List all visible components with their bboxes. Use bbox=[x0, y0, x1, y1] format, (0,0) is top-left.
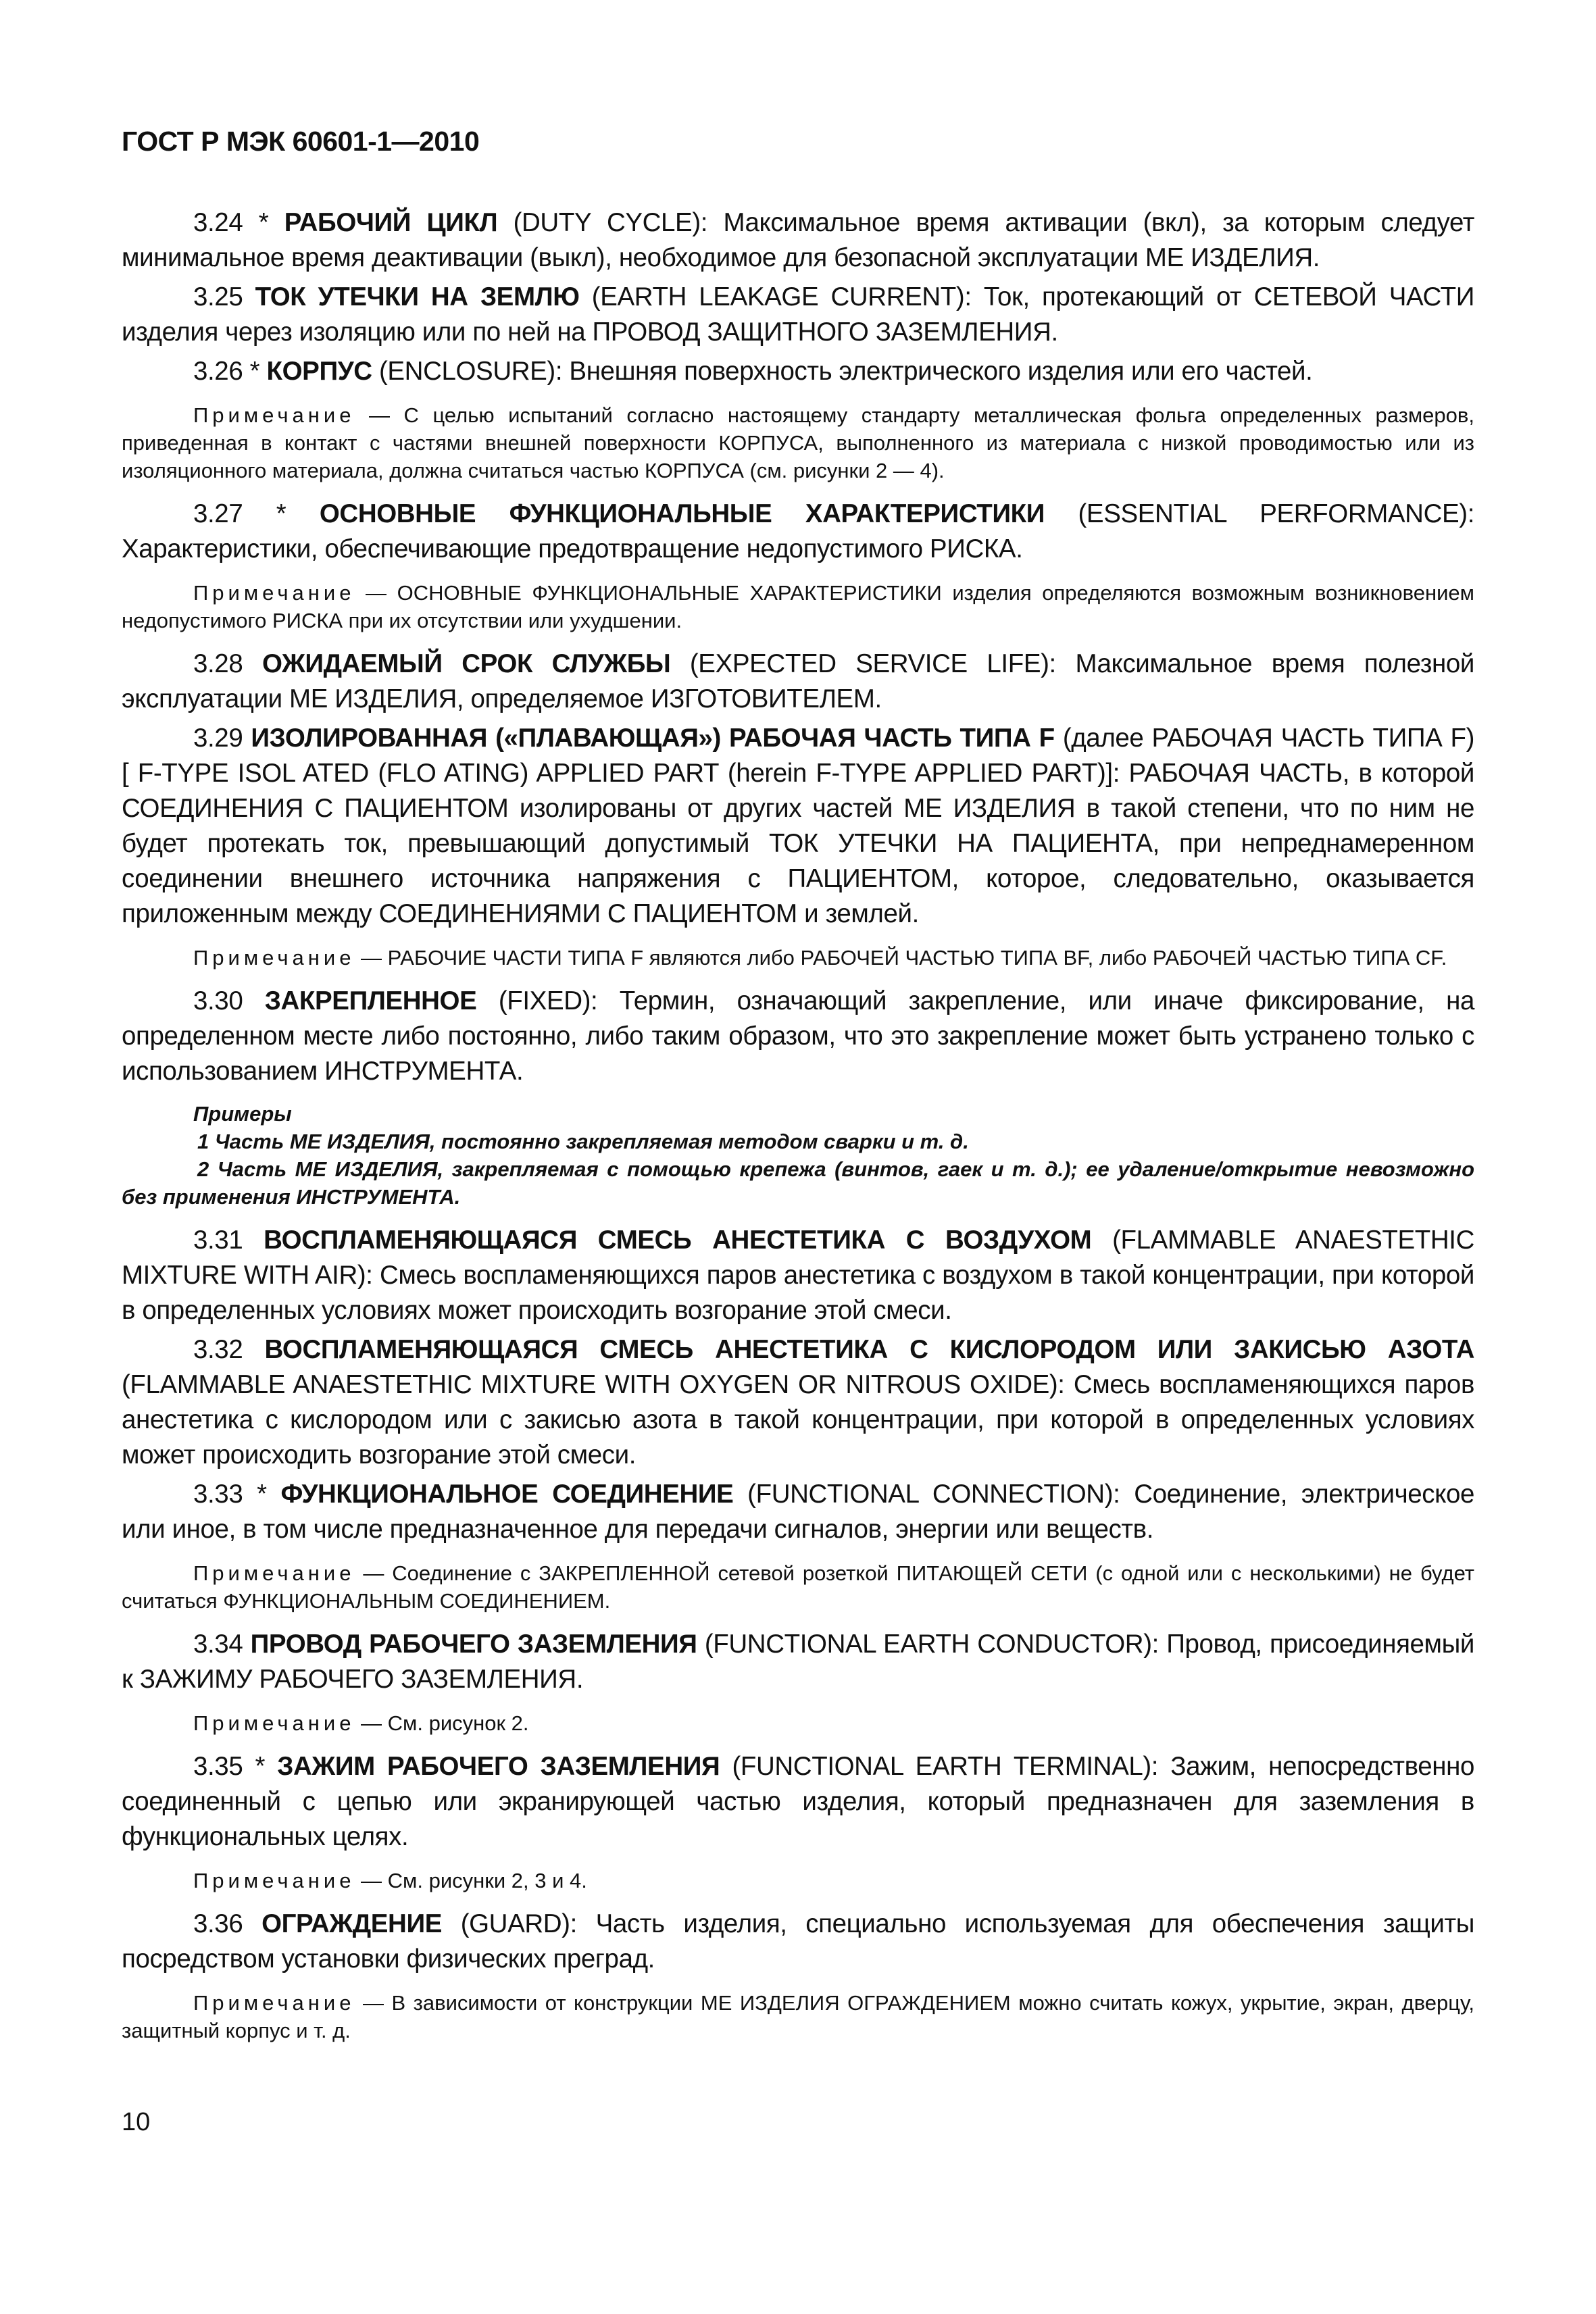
definition-number: 3.34 bbox=[193, 1630, 251, 1659]
definition-term: РАБОЧИЙ ЦИКЛ bbox=[284, 208, 498, 237]
definition-number: 3.25 bbox=[193, 282, 255, 311]
definition-3-28 bbox=[122, 647, 1474, 717]
note-3-35 bbox=[122, 1867, 1474, 1894]
definition-term: ПРОВОД РАБОЧЕГО ЗАЗЕМЛЕНИЯ bbox=[250, 1630, 697, 1659]
definition-text: (DUTY CYCLE): Максимальное время активации (вкл), за которым следует минимальное время деактивации (выкл), необходимое для безопасной эксплуатации МЕ ИЗДЕЛИЯ. bbox=[122, 208, 1474, 272]
note-3-34 bbox=[122, 1709, 1474, 1737]
definition-text: (ESSENTIAL PERFORMANCE): Характеристики, обеспечивающие предотвращение недопустимого РИСКА. bbox=[122, 499, 1474, 563]
definition-number: 3.33 * bbox=[193, 1480, 281, 1509]
definition-term: ОЖИДАЕМЫЙ СРОК СЛУЖБЫ bbox=[261, 649, 671, 678]
example-item: 2 Часть МЕ ИЗДЕЛИЯ, закрепляемая с помощью крепежа (винтов, гаек и т. д.); ее удаление/открытие невозможно без применения ИНСТРУМЕНТА. bbox=[122, 1157, 1474, 1209]
example-item: 1 Часть МЕ ИЗДЕЛИЯ, постоянно закрепляемая методом сварки и т. д. bbox=[197, 1130, 969, 1153]
definition-text: (EXPECTED SERVICE LIFE): Максимальное время полезной эксплуатации МЕ ИЗДЕЛИЯ, определяемое ИЗГОТОВИТЕЛЕМ. bbox=[122, 649, 1474, 713]
definition-text: (FUNCTIONAL EARTH TERMINAL): Зажим, непосредственно соединенный с цепью или экранирующей частью изделия, который предназначен для заземления в функциональных целях. bbox=[122, 1752, 1475, 1851]
definition-text: (FLAMMABLE ANAESTETHIC MIXTURE WITH AIR): Смесь воспламеняющихся паров анестетика с воздухом в такой концентрации, при которой в определенных условиях может происходить возгорание этой смеси. bbox=[122, 1226, 1474, 1325]
note-label: Примечание bbox=[193, 1869, 355, 1892]
definition-term: ЗАЖИМ РАБОЧЕГО ЗАЗЕМЛЕНИЯ bbox=[277, 1752, 720, 1781]
definition-3-31 bbox=[122, 1223, 1474, 1328]
examples-block bbox=[122, 1100, 1474, 1211]
definition-3-30 bbox=[122, 984, 1474, 1089]
note-label: Примечание bbox=[193, 946, 355, 970]
definition-term: КОРПУС bbox=[266, 357, 372, 386]
definition-number: 3.36 bbox=[193, 1909, 262, 1938]
note-label: Примечание bbox=[193, 581, 355, 605]
definition-number: 3.32 bbox=[193, 1335, 265, 1364]
definition-number: 3.31 bbox=[193, 1226, 264, 1255]
definition-3-29 bbox=[122, 721, 1474, 932]
note-text: — В зависимости от конструкции МЕ ИЗДЕЛИЯ ОГРАЖДЕНИЕМ можно считать кожух, укрытие, экран, дверцу, защитный корпус и т. д. bbox=[122, 1991, 1474, 2042]
note-text: — См. рисунки 2, 3 и 4. bbox=[355, 1869, 587, 1892]
note-text: — Соединение с ЗАКРЕПЛЕННОЙ сетевой розеткой ПИТАЮЩЕЙ СЕТИ (с одной или с несколькими) не будет считаться ФУНКЦИОНАЛЬНЫМ СОЕДИНЕНИЕМ. bbox=[122, 1561, 1474, 1613]
note-text: — ОСНОВНЫЕ ФУНКЦИОНАЛЬНЫЕ ХАРАКТЕРИСТИКИ изделия определяются возможным возникновением недопустимого РИСКА при их отсутствии или ухудшении. bbox=[122, 581, 1474, 632]
note-3-26 bbox=[122, 401, 1474, 484]
definition-3-32 bbox=[122, 1332, 1474, 1473]
definition-3-33 bbox=[122, 1477, 1474, 1547]
examples-title: Примеры bbox=[193, 1102, 292, 1126]
definition-text: (ENCLOSURE): Внешняя поверхность электрического изделия или его частей. bbox=[372, 357, 1313, 386]
definition-text: (FUNCTIONAL EARTH CONDUCTOR): Провод, присоединяемый к ЗАЖИМУ РАБОЧЕГО ЗАЗЕМЛЕНИЯ. bbox=[122, 1630, 1474, 1694]
definition-number: 3.26 * bbox=[193, 357, 267, 386]
note-label: Примечание bbox=[193, 1991, 355, 2015]
definition-number: 3.29 bbox=[193, 724, 251, 753]
definition-text: (FLAMMABLE ANAESTETHIC MIXTURE WITH OXYGEN OR NITROUS OXIDE): Смесь воспламеняющихся паров анестетика с кислородом или с закисью азота в такой концентрации, при которой в определенных условиях может происходить возгорание этой смеси. bbox=[122, 1370, 1474, 1469]
note-text: — См. рисунок 2. bbox=[355, 1711, 529, 1735]
definition-text: (GUARD): Часть изделия, специально используемая для обеспечения защиты посредством установки физических преград. bbox=[122, 1909, 1474, 1973]
page-number: 10 bbox=[122, 2108, 151, 2136]
note-3-29 bbox=[122, 944, 1474, 972]
note-label: Примечание bbox=[193, 403, 355, 427]
definition-3-36 bbox=[122, 1907, 1474, 1977]
document-header: ГОСТ Р МЭК 60601-1—2010 bbox=[122, 126, 480, 157]
definition-3-25 bbox=[122, 280, 1474, 350]
note-3-27 bbox=[122, 579, 1474, 634]
definition-3-26 bbox=[122, 354, 1474, 389]
note-3-33 bbox=[122, 1559, 1474, 1615]
definition-term: ОСНОВНЫЕ ФУНКЦИОНАЛЬНЫЕ ХАРАКТЕРИСТИКИ bbox=[319, 499, 1045, 528]
definition-text: (FUNCTIONAL CONNECTION): Соединение, электрическое или иное, в том числе предназначенное для передачи сигналов, энергии или веществ. bbox=[122, 1480, 1474, 1544]
definition-3-24 bbox=[122, 205, 1474, 276]
definition-number: 3.30 bbox=[193, 986, 265, 1015]
note-3-36 bbox=[122, 1989, 1474, 2044]
definition-term: ОГРАЖДЕНИЕ bbox=[261, 1909, 442, 1938]
note-text: — С целью испытаний согласно настоящему стандарту металлическая фольга определенных размеров, приведенная в контакт с частями внешней поверхности КОРПУСА, выполненного из материала с низкой проводимостью или из изоляционного материала, должна считаться частью КОРПУСА (см. рисунки 2 — 4). bbox=[122, 403, 1474, 482]
definition-text: (далее РАБОЧАЯ ЧАСТЬ ТИПА F) [ F-TYPE ISOL ATED (FLO ATING) APPLIED PART (herein F-TYPE APPLIED PART)]: РАБОЧАЯ ЧАСТЬ, в которой СОЕДИНЕНИЯ С ПАЦИЕНТОМ изолированы от других частей МЕ ИЗДЕЛИЯ в такой степени, что по ним не будет протекать ток, превышающий допустимый ТОК УТЕЧКИ НА ПАЦИЕНТА, при непреднамеренном соединении внешнего источника напряжения с ПАЦИЕНТОМ, которое, следовательно, оказывается приложенным между СОЕДИНЕНИЯМИ С ПАЦИЕНТОМ и землей. bbox=[122, 724, 1474, 928]
definition-term: ВОСПЛАМЕНЯЮЩАЯСЯ СМЕСЬ АНЕСТЕТИКА С КИСЛОРОДОМ ИЛИ ЗАКИСЬЮ АЗОТА bbox=[264, 1335, 1474, 1364]
definition-text: (FIXED): Термин, означающий закрепление, или иначе фиксирование, на определенном месте либо постоянно, либо таким образом, что это закрепление может быть устранено только с использованием ИНСТРУМЕНТА. bbox=[122, 986, 1474, 1086]
definition-number: 3.24 * bbox=[193, 208, 284, 237]
definition-number: 3.27 * bbox=[193, 499, 320, 528]
definition-3-35 bbox=[122, 1749, 1474, 1855]
note-text: — РАБОЧИЕ ЧАСТИ ТИПА F являются либо РАБОЧЕЙ ЧАСТЬЮ ТИПА BF, либо РАБОЧЕЙ ЧАСТЬЮ ТИПА CF. bbox=[355, 946, 1447, 970]
definition-3-27 bbox=[122, 497, 1474, 567]
definition-term: ТОК УТЕЧКИ НА ЗЕМЛЮ bbox=[255, 282, 580, 311]
definition-term: ИЗОЛИРОВАННАЯ («ПЛАВАЮЩАЯ») РАБОЧАЯ ЧАСТЬ ТИПА F bbox=[251, 724, 1055, 753]
definition-term: ЗАКРЕПЛЕННОЕ bbox=[264, 986, 477, 1015]
definition-term: ВОСПЛАМЕНЯЮЩАЯСЯ СМЕСЬ АНЕСТЕТИКА С ВОЗДУХОМ bbox=[264, 1226, 1092, 1255]
definition-number: 3.35 * bbox=[193, 1752, 278, 1781]
note-label: Примечание bbox=[193, 1711, 355, 1735]
definition-text: (EARTH LEAKAGE CURRENT): Ток, протекающий от СЕТЕВОЙ ЧАСТИ изделия через изоляцию или по ней на ПРОВОД ЗАЩИТНОГО ЗАЗЕМЛЕНИЯ. bbox=[122, 282, 1474, 347]
definition-3-34 bbox=[122, 1627, 1474, 1697]
definition-term: ФУНКЦИОНАЛЬНОЕ СОЕДИНЕНИЕ bbox=[280, 1480, 734, 1509]
note-label: Примечание bbox=[193, 1561, 355, 1585]
definition-number: 3.28 bbox=[193, 649, 262, 678]
